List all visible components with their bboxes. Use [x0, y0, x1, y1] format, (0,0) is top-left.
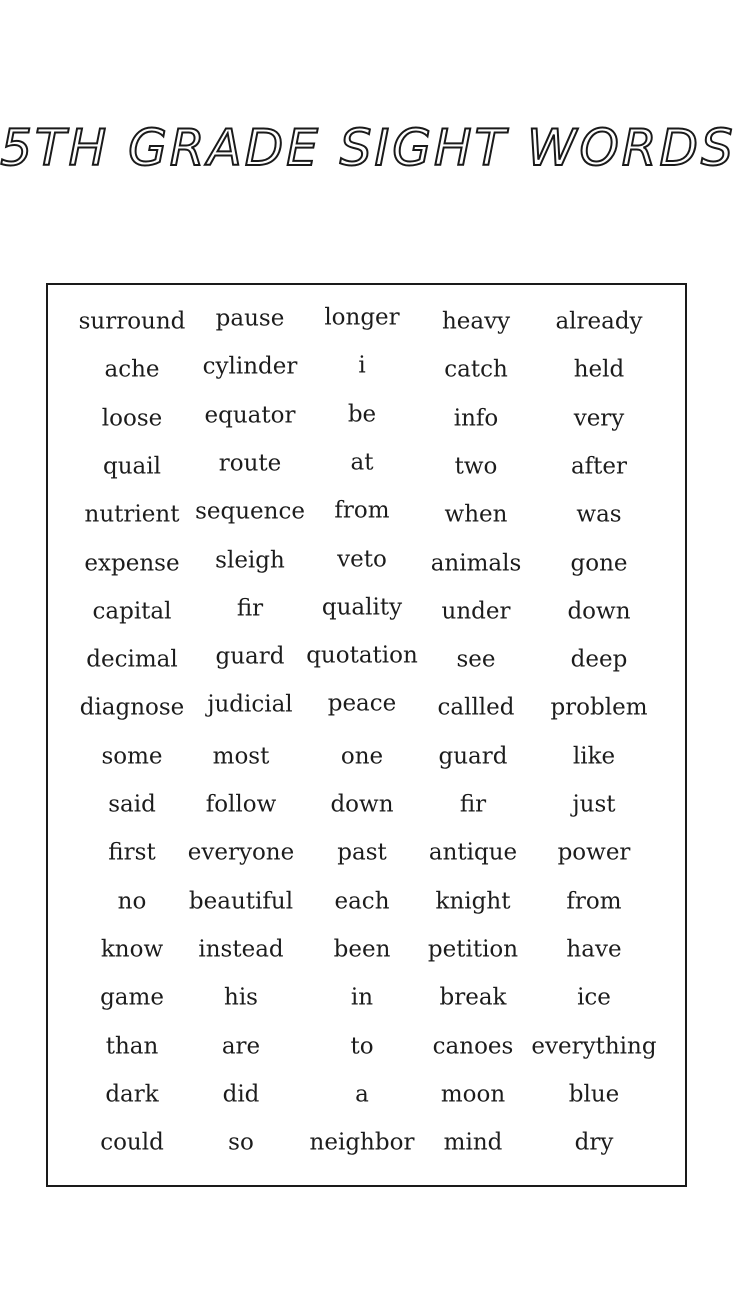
sight-word: guard [215, 643, 285, 670]
sight-word: past [337, 839, 387, 866]
sight-word: everyone [187, 839, 295, 866]
sight-word: fir [459, 791, 487, 818]
sight-word: problem [550, 694, 648, 721]
sight-word: diagnose [79, 694, 185, 721]
sight-word: blue [568, 1081, 620, 1108]
sight-word: knight [435, 888, 511, 915]
sight-word: sequence [195, 498, 305, 525]
sight-word: peace [327, 690, 397, 717]
sight-word: dark [105, 1081, 159, 1108]
sight-word: like [572, 743, 616, 770]
word-list-box [46, 283, 687, 1187]
sight-word: at [350, 449, 374, 476]
sight-word: very [573, 405, 625, 432]
sight-word: from [334, 497, 390, 524]
sight-word: quail [103, 453, 161, 480]
sight-word: sleigh [215, 547, 285, 573]
sight-word: info [453, 405, 499, 432]
sight-word: been [333, 936, 391, 963]
sight-word: petition [427, 936, 519, 963]
sight-word: his [224, 984, 258, 1011]
sight-word: game [100, 984, 164, 1011]
sight-word: route [218, 450, 282, 477]
sight-word: than [105, 1033, 159, 1059]
sight-word: be [347, 401, 377, 428]
sight-word: after [570, 453, 628, 480]
sight-word: fir [236, 595, 264, 622]
sight-word: veto [337, 546, 387, 572]
sight-word: decimal [86, 646, 178, 673]
sight-word: follow [205, 791, 277, 818]
sight-word: i [358, 352, 366, 379]
sight-word: first [108, 839, 156, 866]
sight-word: could [100, 1129, 164, 1156]
sight-word: no [117, 888, 147, 915]
sight-word: from [566, 888, 622, 915]
sight-word: power [557, 839, 631, 866]
sight-word: already [555, 308, 643, 335]
sight-word: callled [437, 694, 515, 721]
sight-word: under [441, 598, 511, 625]
sight-word: said [108, 791, 156, 818]
sight-word: held [573, 356, 625, 383]
sight-word: to [350, 1033, 374, 1059]
sight-word: two [454, 453, 498, 480]
sight-word: quotation [306, 642, 418, 669]
sight-word: one [340, 743, 384, 770]
sight-word: in [350, 984, 374, 1011]
sight-word: antique [428, 839, 518, 866]
sight-word: instead [198, 936, 284, 963]
sight-word: heavy [441, 308, 511, 335]
sight-word: down [567, 598, 631, 625]
sight-word: expense [84, 550, 180, 576]
sight-word: down [330, 791, 394, 818]
sight-word: some [101, 743, 163, 770]
sight-word: just [572, 791, 616, 818]
sight-word: neighbor [309, 1129, 415, 1156]
sight-word: did [222, 1081, 260, 1108]
sight-word: longer [324, 304, 400, 331]
sight-word: know [100, 936, 164, 963]
sight-word: gone [570, 550, 628, 576]
sight-word: break [439, 984, 507, 1011]
sight-word: everything [531, 1033, 657, 1059]
sight-word: when [444, 501, 508, 528]
worksheet-title: 5TH GRADE SIGHT WORDS [0, 119, 736, 177]
sight-word: ache [104, 356, 160, 383]
sight-word: judicial [207, 691, 293, 718]
sight-word: pause [215, 305, 285, 332]
sight-word: catch [444, 356, 508, 383]
sight-word: nutrient [84, 501, 180, 528]
sight-word: beautiful [188, 888, 294, 915]
sight-word: dry [574, 1129, 614, 1156]
sight-word: ice [577, 984, 611, 1011]
sight-word: so [228, 1129, 254, 1156]
sight-word: cylinder [202, 353, 298, 380]
sight-word: a [355, 1081, 369, 1108]
sight-word: are [221, 1033, 261, 1059]
sight-word: canoes [432, 1033, 514, 1059]
sight-word: each [334, 888, 390, 915]
sight-word: most [212, 743, 270, 770]
sight-word: loose [101, 405, 163, 432]
sight-word: see [456, 646, 496, 673]
sight-word: deep [570, 646, 628, 673]
sight-word: surround [78, 308, 186, 335]
sight-word: moon [440, 1081, 506, 1108]
sight-word: was [576, 501, 622, 528]
sight-word: have [566, 936, 622, 963]
sight-word: animals [430, 550, 522, 576]
sight-word: quality [321, 594, 403, 621]
sight-word: capital [92, 598, 172, 625]
sight-word: guard [438, 743, 508, 770]
sight-word: mind [443, 1129, 503, 1156]
sight-word: equator [204, 402, 296, 429]
